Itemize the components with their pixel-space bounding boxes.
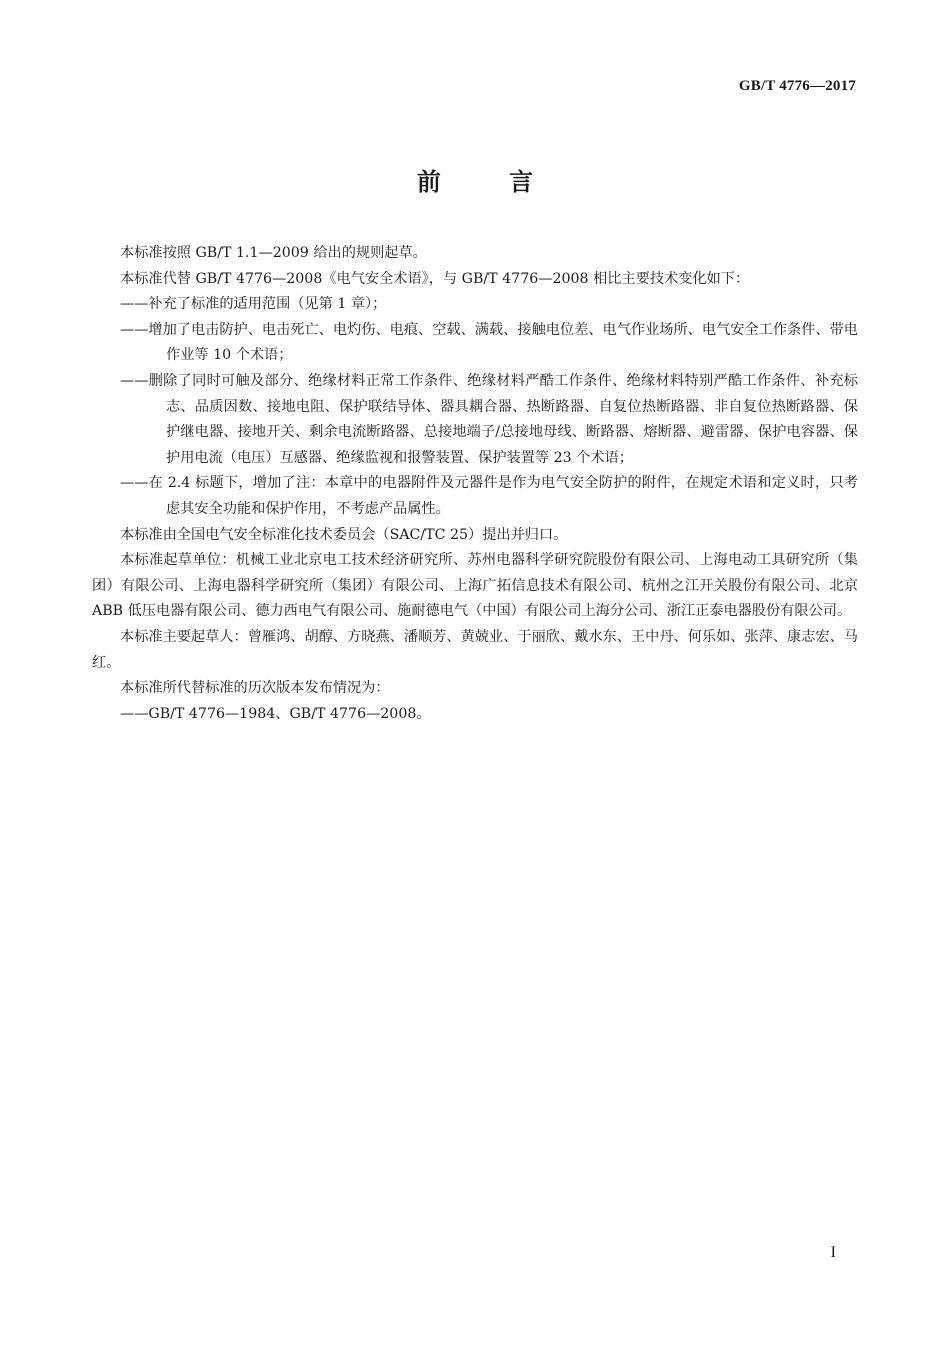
change-item-deleted-terms: ——删除了同时可触及部分、绝缘材料正常工作条件、绝缘材料严酷工作条件、绝缘材料特别严酷工作条件、补充标志、品质因数、接地电阻、保护联结导体、器具耦合器、热断路器、自复位热断路器、非自复位热断路器、保护继电器、接地开关、剩余电流断路器、总接地端子/总接地母线、断路器、熔断器、避雷器、保护电容器、保护用电流（电压）互感器、绝缘监视和报警装置、保护装置等 23 个术语； — [120, 372, 858, 466]
paragraph-drafters: 本标准主要起草人：曾雁鸿、胡醇、方晓燕、潘顺芳、黄兢业、于丽欣、戴水东、王中丹、何乐如、张萍、康志宏、马红。 — [92, 628, 858, 671]
page-title: 前 言 — [416, 168, 564, 196]
change-item-added-terms: ——增加了电击防护、电击死亡、电灼伤、电痕、空载、满载、接触电位差、电气作业场所、电气安全工作条件、带电作业等 10 个术语； — [120, 321, 858, 364]
foreword-body — [92, 241, 858, 727]
change-item-scope: ——补充了标准的适用范围（见第 1 章）； — [120, 296, 387, 313]
page-number: I — [830, 1244, 836, 1261]
paragraph-proposer: 本标准由全国电气安全标准化技术委员会（SAC/TC 25）提出并归口。 — [120, 526, 568, 543]
standard-number: GB/T 4776—2017 — [738, 78, 856, 94]
change-item-note: ——在 2.4 标题下，增加了注：本章中的电器附件及元器件是作为电气安全防护的附件，在规定术语和定义时，只考虑其安全功能和保护作用，不考虑产品属性。 — [120, 475, 858, 517]
paragraph-drafting-rules: 本标准按照 GB/T 1.1—2009 给出的规则起草。 — [120, 245, 427, 261]
history-item-versions: ——GB/T 4776—1984、GB/T 4776—2008。 — [120, 705, 431, 722]
paragraph-history: 本标准所代替标准的历次版本发布情况为： — [120, 680, 390, 697]
paragraph-drafting-units: 本标准起草单位：机械工业北京电工技术经济研究所、苏州电器科学研究院股份有限公司、上海电动工具研究所（集团）有限公司、上海电器科学研究所（集团）有限公司、上海广拓信息技术有限公司、杭州之江开关股份有限公司、北京 ABB 低压电器有限公司、德力西电气有限公司、施耐德电气（中国）有限公司上海分公司、浙江正泰电器股份有限公司。 — [92, 552, 858, 620]
paragraph-replaces: 本标准代替 GB/T 4776—2008《电气安全术语》，与 GB/T 4776—2008 相比主要技术变化如下： — [120, 270, 750, 287]
